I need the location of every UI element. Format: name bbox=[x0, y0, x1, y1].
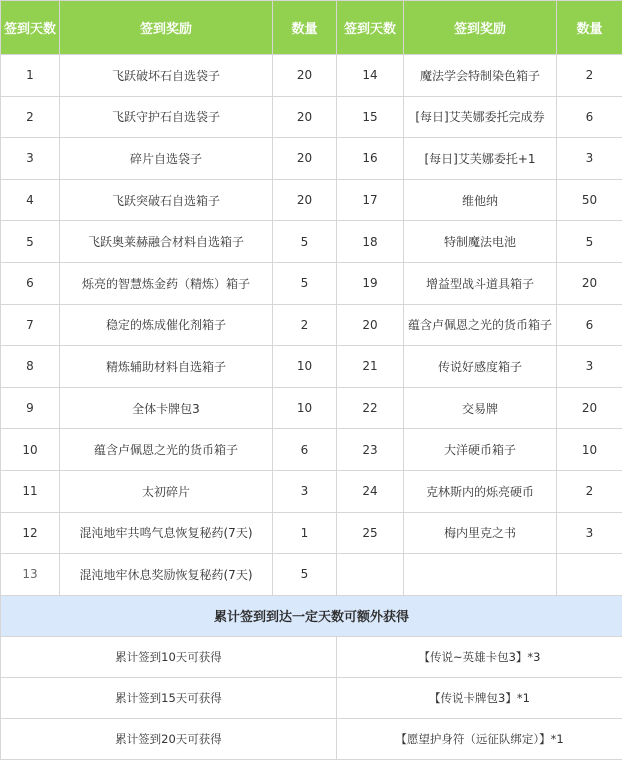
day-cell: 11 bbox=[1, 470, 60, 512]
reward-cell: 特制魔法电池 bbox=[404, 221, 557, 263]
bonus-condition: 累计签到15天可获得 bbox=[1, 677, 337, 718]
qty-cell: 50 bbox=[557, 179, 622, 221]
reward-cell: 传说好感度箱子 bbox=[404, 346, 557, 388]
qty-cell: 2 bbox=[557, 55, 622, 97]
table-row bbox=[1, 262, 622, 304]
qty-cell: 5 bbox=[557, 221, 622, 263]
bonus-reward: 【传说~英雄卡包3】*3 bbox=[337, 636, 622, 677]
bonus-reward: 【传说卡牌包3】*1 bbox=[337, 677, 622, 718]
table-row bbox=[1, 470, 622, 512]
reward-cell: 飞跃守护石自选袋子 bbox=[60, 96, 273, 138]
cumulative-banner: 累计签到到达一定天数可额外获得 bbox=[1, 595, 622, 636]
qty-cell: 3 bbox=[273, 470, 337, 512]
day-cell: 10 bbox=[1, 429, 60, 471]
bonus-condition: 累计签到10天可获得 bbox=[1, 636, 337, 677]
day-cell: 25 bbox=[337, 512, 404, 554]
table-row bbox=[1, 179, 622, 221]
day-cell: 2 bbox=[1, 96, 60, 138]
day-cell: 1 bbox=[1, 55, 60, 97]
day-cell: 23 bbox=[337, 429, 404, 471]
reward-cell: 克林斯内的烁亮硬币 bbox=[404, 470, 557, 512]
day-cell: 17 bbox=[337, 179, 404, 221]
qty-cell: 20 bbox=[273, 138, 337, 180]
reward-cell: 维他纳 bbox=[404, 179, 557, 221]
day-cell: 22 bbox=[337, 387, 404, 429]
qty-cell: 5 bbox=[273, 221, 337, 263]
day-cell: 24 bbox=[337, 470, 404, 512]
reward-cell: 交易牌 bbox=[404, 387, 557, 429]
reward-cell: 梅内里克之书 bbox=[404, 512, 557, 554]
header-day: 签到天数 bbox=[337, 1, 404, 55]
header-reward: 签到奖励 bbox=[60, 1, 273, 55]
day-cell: 14 bbox=[337, 55, 404, 97]
qty-cell: 2 bbox=[557, 470, 622, 512]
header-day: 签到天数 bbox=[1, 1, 60, 55]
reward-cell: [每日]艾芙娜委托完成券 bbox=[404, 96, 557, 138]
bonus-row bbox=[1, 677, 622, 718]
qty-cell: 2 bbox=[273, 304, 337, 346]
reward-cell: 精炼辅助材料自选箱子 bbox=[60, 346, 273, 388]
day-cell: 16 bbox=[337, 138, 404, 180]
header-qty: 数量 bbox=[557, 1, 622, 55]
reward-cell: 蕴含卢佩恩之光的货币箱子 bbox=[60, 429, 273, 471]
qty-cell: 3 bbox=[557, 512, 622, 554]
reward-cell: 混沌地牢共鸣气息恢复秘药(7天) bbox=[60, 512, 273, 554]
header-reward: 签到奖励 bbox=[404, 1, 557, 55]
bonus-reward: 【愿望护身符（远征队绑定）】*1 bbox=[337, 718, 622, 759]
day-cell: 13 bbox=[1, 554, 60, 596]
bonus-row bbox=[1, 636, 622, 677]
reward-cell: 蕴含卢佩恩之光的货币箱子 bbox=[404, 304, 557, 346]
bonus-row bbox=[1, 718, 622, 759]
day-cell: 5 bbox=[1, 221, 60, 263]
reward-cell: 大洋硬币箱子 bbox=[404, 429, 557, 471]
table-row bbox=[1, 346, 622, 388]
table-row bbox=[1, 96, 622, 138]
qty-cell: 5 bbox=[273, 262, 337, 304]
qty-cell: 20 bbox=[273, 55, 337, 97]
qty-cell: 10 bbox=[273, 387, 337, 429]
day-cell: 20 bbox=[337, 304, 404, 346]
bonus-condition: 累计签到20天可获得 bbox=[1, 718, 337, 759]
day-cell: 9 bbox=[1, 387, 60, 429]
qty-cell: 3 bbox=[557, 138, 622, 180]
qty-cell: 20 bbox=[273, 179, 337, 221]
qty-cell: 20 bbox=[273, 96, 337, 138]
table-row bbox=[1, 138, 622, 180]
qty-cell: 6 bbox=[273, 429, 337, 471]
reward-cell: 全体卡牌包3 bbox=[60, 387, 273, 429]
day-cell: 8 bbox=[1, 346, 60, 388]
table-row bbox=[1, 429, 622, 471]
day-cell: 4 bbox=[1, 179, 60, 221]
qty-cell: 20 bbox=[557, 387, 622, 429]
qty-cell: 10 bbox=[557, 429, 622, 471]
empty-cell bbox=[557, 554, 622, 596]
reward-cell: 飞跃突破石自选箱子 bbox=[60, 179, 273, 221]
qty-cell: 5 bbox=[273, 554, 337, 596]
day-cell: 19 bbox=[337, 262, 404, 304]
qty-cell: 6 bbox=[557, 96, 622, 138]
empty-cell bbox=[337, 554, 404, 596]
day-cell: 15 bbox=[337, 96, 404, 138]
day-cell: 3 bbox=[1, 138, 60, 180]
table-row bbox=[1, 221, 622, 263]
reward-cell: 混沌地牢休息奖励恢复秘药(7天) bbox=[60, 554, 273, 596]
reward-cell: 魔法学会特制染色箱子 bbox=[404, 55, 557, 97]
reward-cell: 飞跃奥莱赫融合材料自选箱子 bbox=[60, 221, 273, 263]
table-row bbox=[1, 512, 622, 554]
table-row bbox=[1, 55, 622, 97]
header-qty: 数量 bbox=[273, 1, 337, 55]
reward-cell: 飞跃破坏石自选袋子 bbox=[60, 55, 273, 97]
day-cell: 12 bbox=[1, 512, 60, 554]
table-row bbox=[1, 554, 622, 596]
qty-cell: 20 bbox=[557, 262, 622, 304]
header-row bbox=[1, 1, 622, 55]
table-row bbox=[1, 304, 622, 346]
day-cell: 6 bbox=[1, 262, 60, 304]
reward-cell: 稳定的炼成催化剂箱子 bbox=[60, 304, 273, 346]
cumulative-banner-row bbox=[1, 595, 622, 636]
reward-cell: 烁亮的智慧炼金药（精炼）箱子 bbox=[60, 262, 273, 304]
day-cell: 18 bbox=[337, 221, 404, 263]
reward-cell: [每日]艾芙娜委托+1 bbox=[404, 138, 557, 180]
day-cell: 7 bbox=[1, 304, 60, 346]
reward-cell: 增益型战斗道具箱子 bbox=[404, 262, 557, 304]
day-cell: 21 bbox=[337, 346, 404, 388]
qty-cell: 10 bbox=[273, 346, 337, 388]
reward-cell: 碎片自选袋子 bbox=[60, 138, 273, 180]
qty-cell: 6 bbox=[557, 304, 622, 346]
empty-cell bbox=[404, 554, 557, 596]
table-row bbox=[1, 387, 622, 429]
qty-cell: 1 bbox=[273, 512, 337, 554]
qty-cell: 3 bbox=[557, 346, 622, 388]
reward-cell: 太初碎片 bbox=[60, 470, 273, 512]
